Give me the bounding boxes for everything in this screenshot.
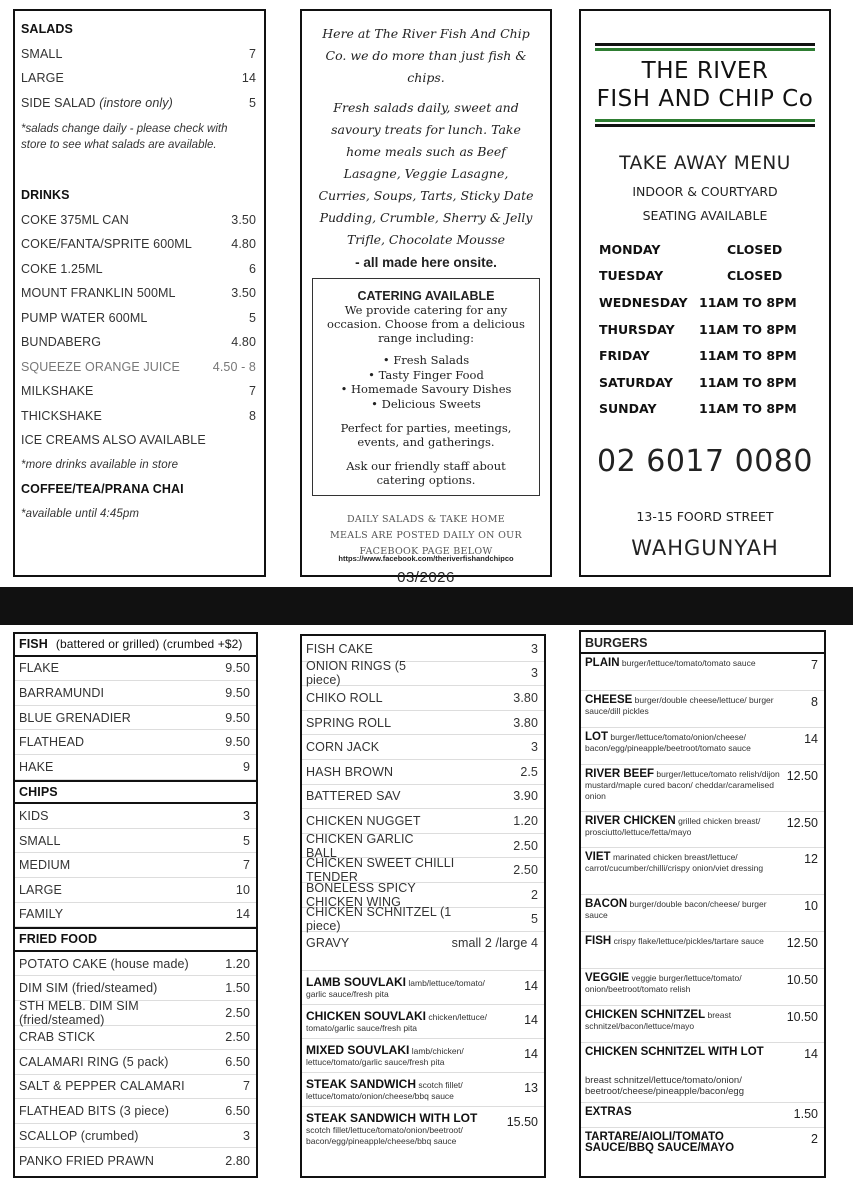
coffee-note: *available until 4:45pm — [21, 507, 140, 520]
menu-item: FLATHEAD BITS (3 piece) 6.50 — [15, 1099, 256, 1124]
menu-item: BARRAMUNDI 9.50 — [15, 681, 256, 706]
intro-text — [302, 23, 550, 270]
menu-item: BONELESS SPICY CHICKEN WING 2 — [302, 883, 544, 908]
made-onsite: - all made here onsite. — [355, 255, 497, 270]
menu-item: BACON burger/double bacon/cheese/ burger sauce 10 — [581, 895, 824, 932]
hours-row: SATURDAY 11AM TO 8PM — [599, 374, 797, 390]
menu-item: SALT & PEPPER CALAMARI 7 — [15, 1075, 256, 1100]
menu-item: PANKO FRIED PRAWN 2.80 — [19, 1153, 250, 1168]
facebook-url[interactable]: https://www.facebook.com/theriverfishandchipco — [338, 554, 514, 563]
menu-item: CHICKEN SCHNITZEL WITH LOT 14 — [585, 1046, 818, 1061]
menu-item: CHICKEN GARLIC BALL 2.50 — [302, 834, 544, 859]
menu-item: PLAIN burger/lettuce/tomato/tomato sauce 7 — [581, 654, 824, 691]
fried-food-heading: FRIED FOOD — [13, 927, 258, 952]
menu-item: LARGE 10 — [15, 878, 256, 903]
menu-item: FLATHEAD 9.50 — [15, 730, 256, 755]
brand-name-line1: THE RIVER — [641, 58, 769, 84]
menu-item: RIVER CHICKEN grilled chicken breast/ prosciutto/lettuce/fetta/mayo 12.50 — [581, 812, 824, 848]
fish-heading: FISH (battered or grilled) (crumbed +$2) — [13, 632, 258, 657]
salads-heading: SALADS — [21, 22, 73, 37]
menu-item: MOUNT FRANKLIN 500ML 3.50 — [21, 286, 256, 301]
menu-item: GRAVY small 2 /large 4 — [306, 936, 538, 951]
menu-item: KIDS 3 — [15, 804, 256, 829]
page-divider — [0, 587, 853, 625]
menu-date: 03/2026 — [397, 569, 455, 586]
menu-item: THICKSHAKE 8 — [21, 408, 256, 423]
menu-item: MIXED SOUVLAKI lamb/chicken/ lettuce/tomato/garlic sauce/fresh pita 14 — [302, 1039, 544, 1073]
hours-row: SUNDAY 11AM TO 8PM — [599, 401, 797, 417]
seating-line1: INDOOR & COURTYARD — [632, 184, 778, 199]
menu-item: LAMB SOUVLAKI lamb/lettuce/tomato/ garlic sauce/fresh pita 14 — [302, 971, 544, 1005]
list-item: • Fresh Salads — [382, 353, 470, 367]
menu-item: POTATO CAKE (house made) 1.20 — [15, 952, 256, 977]
menu-item: SCALLOP (crumbed) 3 — [15, 1124, 256, 1149]
menu-item: BATTERED SAV 3.90 — [302, 785, 544, 810]
menu-title: TAKE AWAY MENU — [619, 153, 791, 174]
menu-item: CHEESE burger/double cheese/lettuce/ burger sauce/dill pickles 8 — [581, 691, 824, 728]
menu-item: FAMILY 14 — [15, 903, 256, 928]
list-item: • Tasty Finger Food — [368, 367, 484, 382]
phone-number[interactable]: 02 6017 0080 — [597, 444, 813, 480]
menu-item-desc: breast schnitzel/lettuce/tomato/onion/ beetroot/cheese/pineapple/bacon/egg — [581, 1069, 824, 1103]
menu-item: STEAK SANDWICH scotch fillet/ lettuce/tomato/onion/cheese/bbq sauce 13 — [302, 1073, 544, 1107]
street-address: 13-15 FOORD STREET — [636, 509, 774, 525]
menu-item: SMALL 7 — [21, 46, 256, 61]
menu-item: MEDIUM 7 — [15, 853, 256, 878]
menu-item: CORN JACK 3 — [302, 735, 544, 760]
hours-row: THURSDAY 11AM TO 8PM — [599, 321, 797, 337]
salads-drinks-panel — [13, 9, 266, 577]
menu-item: BUNDABERG 4.80 — [21, 335, 256, 350]
menu-item: FISH CAKE 3 — [302, 637, 544, 662]
coffee-heading: COFFEE/TEA/PRANA CHAI — [21, 482, 184, 497]
extras-heading: EXTRAS 1.50 — [581, 1103, 824, 1128]
menu-item: COKE 1.25ML 6 — [21, 261, 256, 276]
menu-item: SPRING ROLL 3.80 — [302, 711, 544, 736]
chips-heading: CHIPS — [13, 780, 258, 805]
menu-item: FLAKE 9.50 — [15, 657, 256, 682]
intro-panel — [300, 9, 552, 586]
burgers-panel — [579, 630, 826, 1178]
hours-row: FRIDAY 11AM TO 8PM — [599, 348, 797, 364]
menu-item: DIM SIM (fried/steamed) 1.50 — [15, 976, 256, 1001]
menu-item: LARGE 14 — [21, 71, 256, 86]
menu-item: HAKE 9 — [15, 755, 256, 780]
menu-item: CHICKEN SCHNITZEL (1 piece) 5 — [302, 908, 544, 933]
menu-item: RIVER BEEF burger/lettuce/tomato relish/dijon mustard/maple cured bacon/ cheddar/caramelised onion 12.50 — [581, 765, 824, 812]
menu-item: ONION RINGS (5 piece) 3 — [302, 662, 544, 687]
souvlaki-section — [302, 970, 544, 1151]
catering-perfect: Perfect for parties, meetings, events, and gatherings. — [340, 421, 512, 449]
menu-item: CHICKEN NUGGET 1.20 — [302, 809, 544, 834]
menu-item: HASH BROWN 2.5 — [302, 760, 544, 785]
menu-item: CALAMARI RING (5 pack) 6.50 — [15, 1050, 256, 1075]
menu-item: STEAK SANDWICH WITH LOT scotch fillet/lettuce/tomato/onion/beetroot/ bacon/egg/pineapple/cheese/bbq sauce 15.50 — [306, 1111, 538, 1147]
menu-item: SQUEEZE ORANGE JUICE 4.50 - 8 — [21, 359, 256, 374]
catering-box — [312, 278, 540, 496]
catering-text: We provide catering for any occasion. Choose from a delicious range including: — [327, 303, 525, 345]
drinks-heading: DRINKS — [21, 188, 70, 203]
intro-paragraph-1: Here at The River Fish And Chip Co. we do more than just fish & chips. — [322, 26, 530, 85]
salads-note: *salads change daily - please check with store to see what salads are available. — [21, 123, 228, 151]
sides-panel — [300, 634, 546, 1178]
list-item: • Delicious Sweets — [371, 396, 481, 411]
menu-item: SMALL 5 — [15, 829, 256, 854]
stripe-black — [595, 124, 815, 127]
menu-item: VEGGIE veggie burger/lettuce/tomato/ onion/beetroot/tomato relish 10.50 — [581, 969, 824, 1006]
menu-item: CHICKEN SWEET CHILLI TENDER 2.50 — [302, 858, 544, 883]
hours-row: MONDAY CLOSED — [599, 241, 783, 257]
menu-item: CHICKEN SOUVLAKI chicken/lettuce/ tomato/garlic sauce/fresh pita 14 — [302, 1005, 544, 1039]
fish-chips-panel — [13, 632, 258, 1178]
catering-ask: Ask our friendly staff about catering options. — [346, 459, 506, 487]
menu-item: COKE/FANTA/SPRITE 600ML 4.80 — [21, 237, 256, 252]
more-drinks-note: *more drinks available in store — [21, 458, 179, 471]
menu-item: TARTARE/AIOLI/TOMATO SAUCE/BBQ SAUCE/MAYO 2 — [585, 1131, 818, 1154]
intro-paragraph-2: Fresh salads daily, sweet and savoury treats for lunch. Take home meals such as Beef Lasagne, Veggie Lasagne, Curries, Soups, Tarts, Sticky Date Pudding, Crumble, Sherry & Jelly Trifle, Chocolate Mousse — [318, 100, 534, 247]
menu-item: SIDE SALAD (instore only) 5 — [21, 95, 256, 110]
catering-title: CATERING AVAILABLE — [357, 289, 495, 303]
list-item: • Homemade Savoury Dishes — [340, 382, 512, 396]
brand-name-line2: FISH AND CHIP Co — [596, 86, 814, 112]
menu-item: VIET marinated chicken breast/lettuce/ carrot/cucumber/chilli/crispy onion/viet dressing 12 — [581, 848, 824, 895]
seating-line2: SEATING AVAILABLE — [642, 208, 768, 223]
menu-item: CHICKEN SCHNITZEL breast schnitzel/bacon/lettuce/mayo 10.50 — [581, 1006, 824, 1043]
menu-item: CRAB STICK 2.50 — [15, 1026, 256, 1051]
stripe-green — [595, 48, 815, 51]
hours-row: TUESDAY CLOSED — [599, 268, 783, 284]
stripe-black — [595, 43, 815, 46]
menu-item: FISH crispy flake/lettuce/pickles/tartare sauce 12.50 — [581, 932, 824, 969]
facebook-note: DAILY SALADS & TAKE HOME MEALS ARE POSTED DAILY ON OUR FACEBOOK PAGE BELOW — [330, 514, 522, 557]
menu-item: MILKSHAKE 7 — [21, 384, 256, 399]
stripe-green — [595, 119, 815, 122]
menu-item: CHIKO ROLL 3.80 — [302, 686, 544, 711]
menu-item: STH MELB. DIM SIM (fried/steamed) 2.50 — [15, 1001, 256, 1026]
menu-item: LOT burger/lettuce/tomato/onion/cheese/ bacon/egg/pineapple/beetroot/tomato sauce 14 — [581, 728, 824, 765]
opening-hours — [599, 236, 809, 422]
brand-panel — [579, 9, 831, 577]
catering-list — [317, 353, 535, 411]
menu-item: BLUE GRENADIER 9.50 — [15, 706, 256, 731]
burgers-heading: BURGERS — [581, 632, 824, 654]
hours-row: WEDNESDAY 11AM TO 8PM — [599, 294, 797, 310]
town-name: WAHGUNYAH — [631, 536, 779, 561]
menu-item: COKE 375ML CAN 3.50 — [21, 212, 256, 227]
menu-item: PUMP WATER 600ML 5 — [21, 310, 256, 325]
icecream-note: ICE CREAMS ALSO AVAILABLE — [21, 433, 206, 448]
